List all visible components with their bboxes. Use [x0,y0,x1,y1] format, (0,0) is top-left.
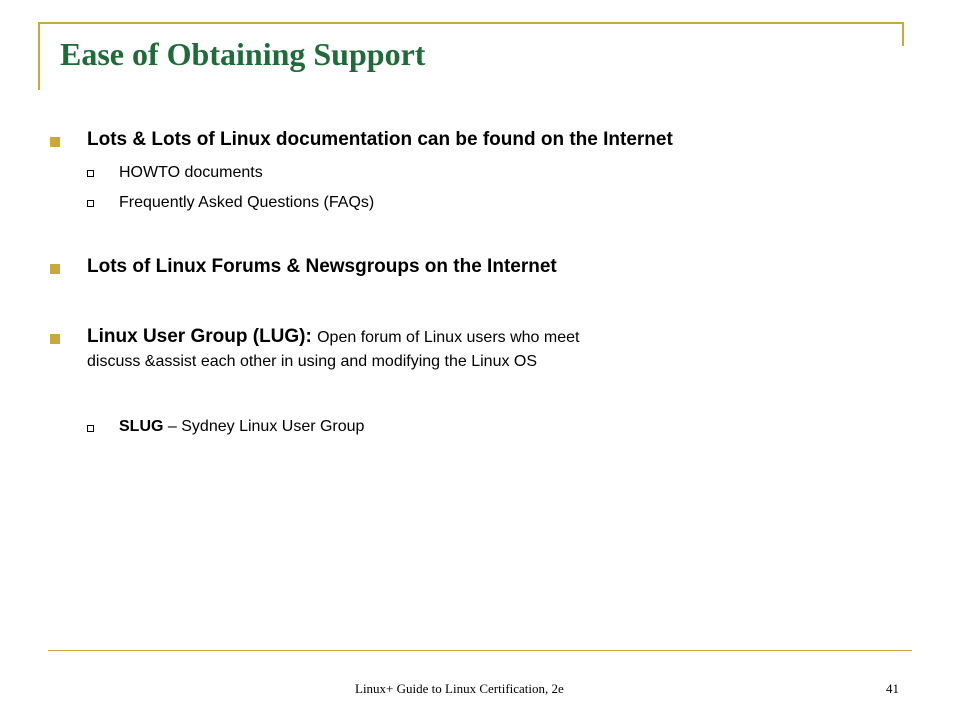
slug-label: SLUG [119,418,164,435]
sub-bullet-text-3-1 [119,418,364,436]
sub-bullet-text-1-2: Frequently Asked Questions (FAQs) [119,194,375,211]
title-left-rule [38,22,40,90]
footer-rule [48,650,912,651]
bullet-text-2: Lots of Linux Forums & Newsgroups on the Internet [87,256,557,277]
sub-bullet-marker-1-1 [87,170,94,177]
sub-bullet-text-1-1: HOWTO documents [119,164,263,181]
sub-bullet-marker-1-2 [87,200,94,207]
lug-description: Open forum of Linux users who meet [317,329,580,346]
bullet-marker-2 [50,264,60,274]
bullet-text-3 [87,326,579,348]
title-top-rule [40,22,904,24]
bullet-marker-1 [50,137,60,147]
bullet-text-1: Lots & Lots of Linux documentation can be found on the Internet [87,129,673,150]
footer-text: Linux+ Guide to Linux Certification, 2e [355,681,564,696]
bullet-text-3-continued: discuss &assist each other in using and modifying the Linux OS [87,353,538,370]
slug-description: – Sydney Linux User Group [167,418,365,435]
title-right-tick [902,22,904,46]
bullet-marker-3 [50,334,60,344]
page-number: 41 [886,681,899,696]
slide-title: Ease of Obtaining Support [60,36,426,72]
sub-bullet-marker-3-1 [87,425,94,432]
lug-label: Linux User Group (LUG): [87,326,312,347]
